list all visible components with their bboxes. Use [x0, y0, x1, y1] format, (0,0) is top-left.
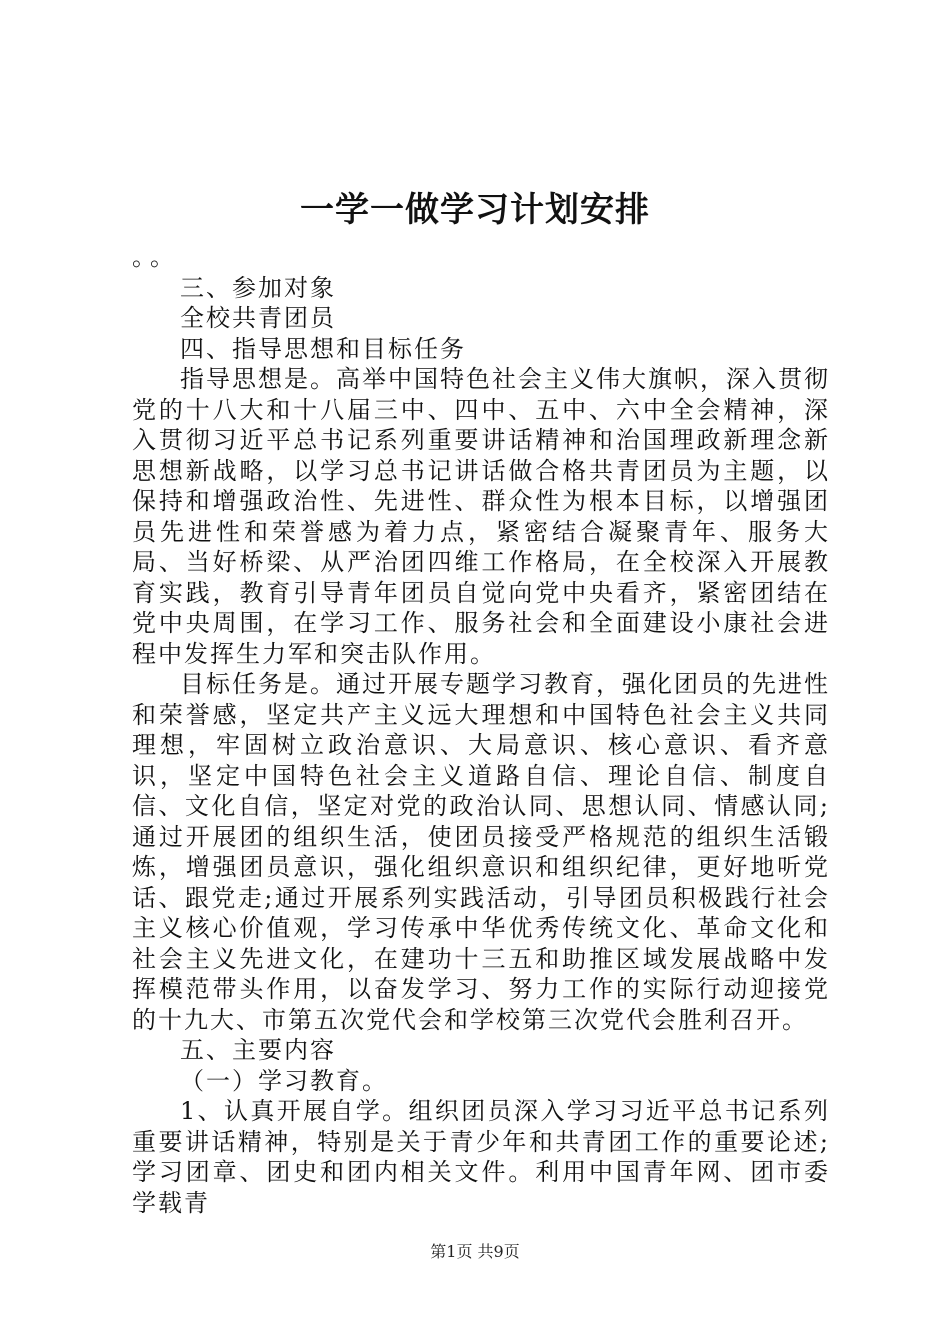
- heading-participants: 三、参加对象: [180, 273, 336, 302]
- document-body: [132, 242, 830, 1218]
- paragraph-target-tasks: 目标任务是。通过开展专题学习教育，强化团员的先进性和荣誉感，坚定共产主义远大理想和中国特色社会主义共同理想，牢固树立政治意识、大局意识、核心意识、看齐意识，坚定中国特色社会主义道路自信、理论自信、制度自信、文化自信，坚定对党的政治认同、思想认同、情感认同;通过开展团的组织生活，使团员接受严格规范的组织生活锻炼，增强团员意识，强化组织意识和组织纪律，更好地听党话、跟党走;通过开展系列实践活动，引导团员积极践行社会主义核心价值观，学习传承中华优秀传统文化、革命文化和社会主义先进文化，在建功十三五和助推区域发展战略中发挥模范带头作用，以奋发学习、努力工作的实际行动迎接党的十九大、市第五次党代会和学校第三次党代会胜利召开。: [132, 670, 830, 1034]
- paragraph-self-study: 1、认真开展自学。组织团员深入学习习近平总书记系列重要讲话精神，特别是关于青少年和共青团工作的重要论述;学习团章、团史和团内相关文件。利用中国青年网、团市委学载青: [132, 1097, 830, 1217]
- paragraph-guiding-ideology: 指导思想是。高举中国特色社会主义伟大旗帜，深入贯彻党的十八大和十八届三中、四中、五中、六中全会精神，深入贯彻习近平总书记系列重要讲话精神和治国理政新理念新思想新战略，以学习总书记讲话做合格共青团员为主题，以保持和增强政治性、先进性、群众性为根本目标，以增强团员先进性和荣誉感为着力点，紧密结合凝聚青年、服务大局、当好桥梁、从严治团四维工作格局，在全校深入开展教育实践，教育引导青年团员自觉向党中央看齐，紧密团结在党中央周围，在学习工作、服务社会和全面建设小康社会进程中发挥生力军和突击队作用。: [132, 365, 830, 668]
- document-title: 一学一做学习计划安排: [300, 190, 650, 230]
- heading-main-content: 五、主要内容: [180, 1036, 336, 1064]
- paragraph-ellipsis: 。。: [132, 243, 180, 271]
- paragraph-participants: 全校共青团员: [180, 304, 336, 332]
- subheading-study-education: （一）学习教育。: [180, 1066, 388, 1095]
- heading-guiding-ideology: 四、指导思想和目标任务: [180, 334, 466, 363]
- page-number: 第1页 共9页: [430, 1242, 520, 1261]
